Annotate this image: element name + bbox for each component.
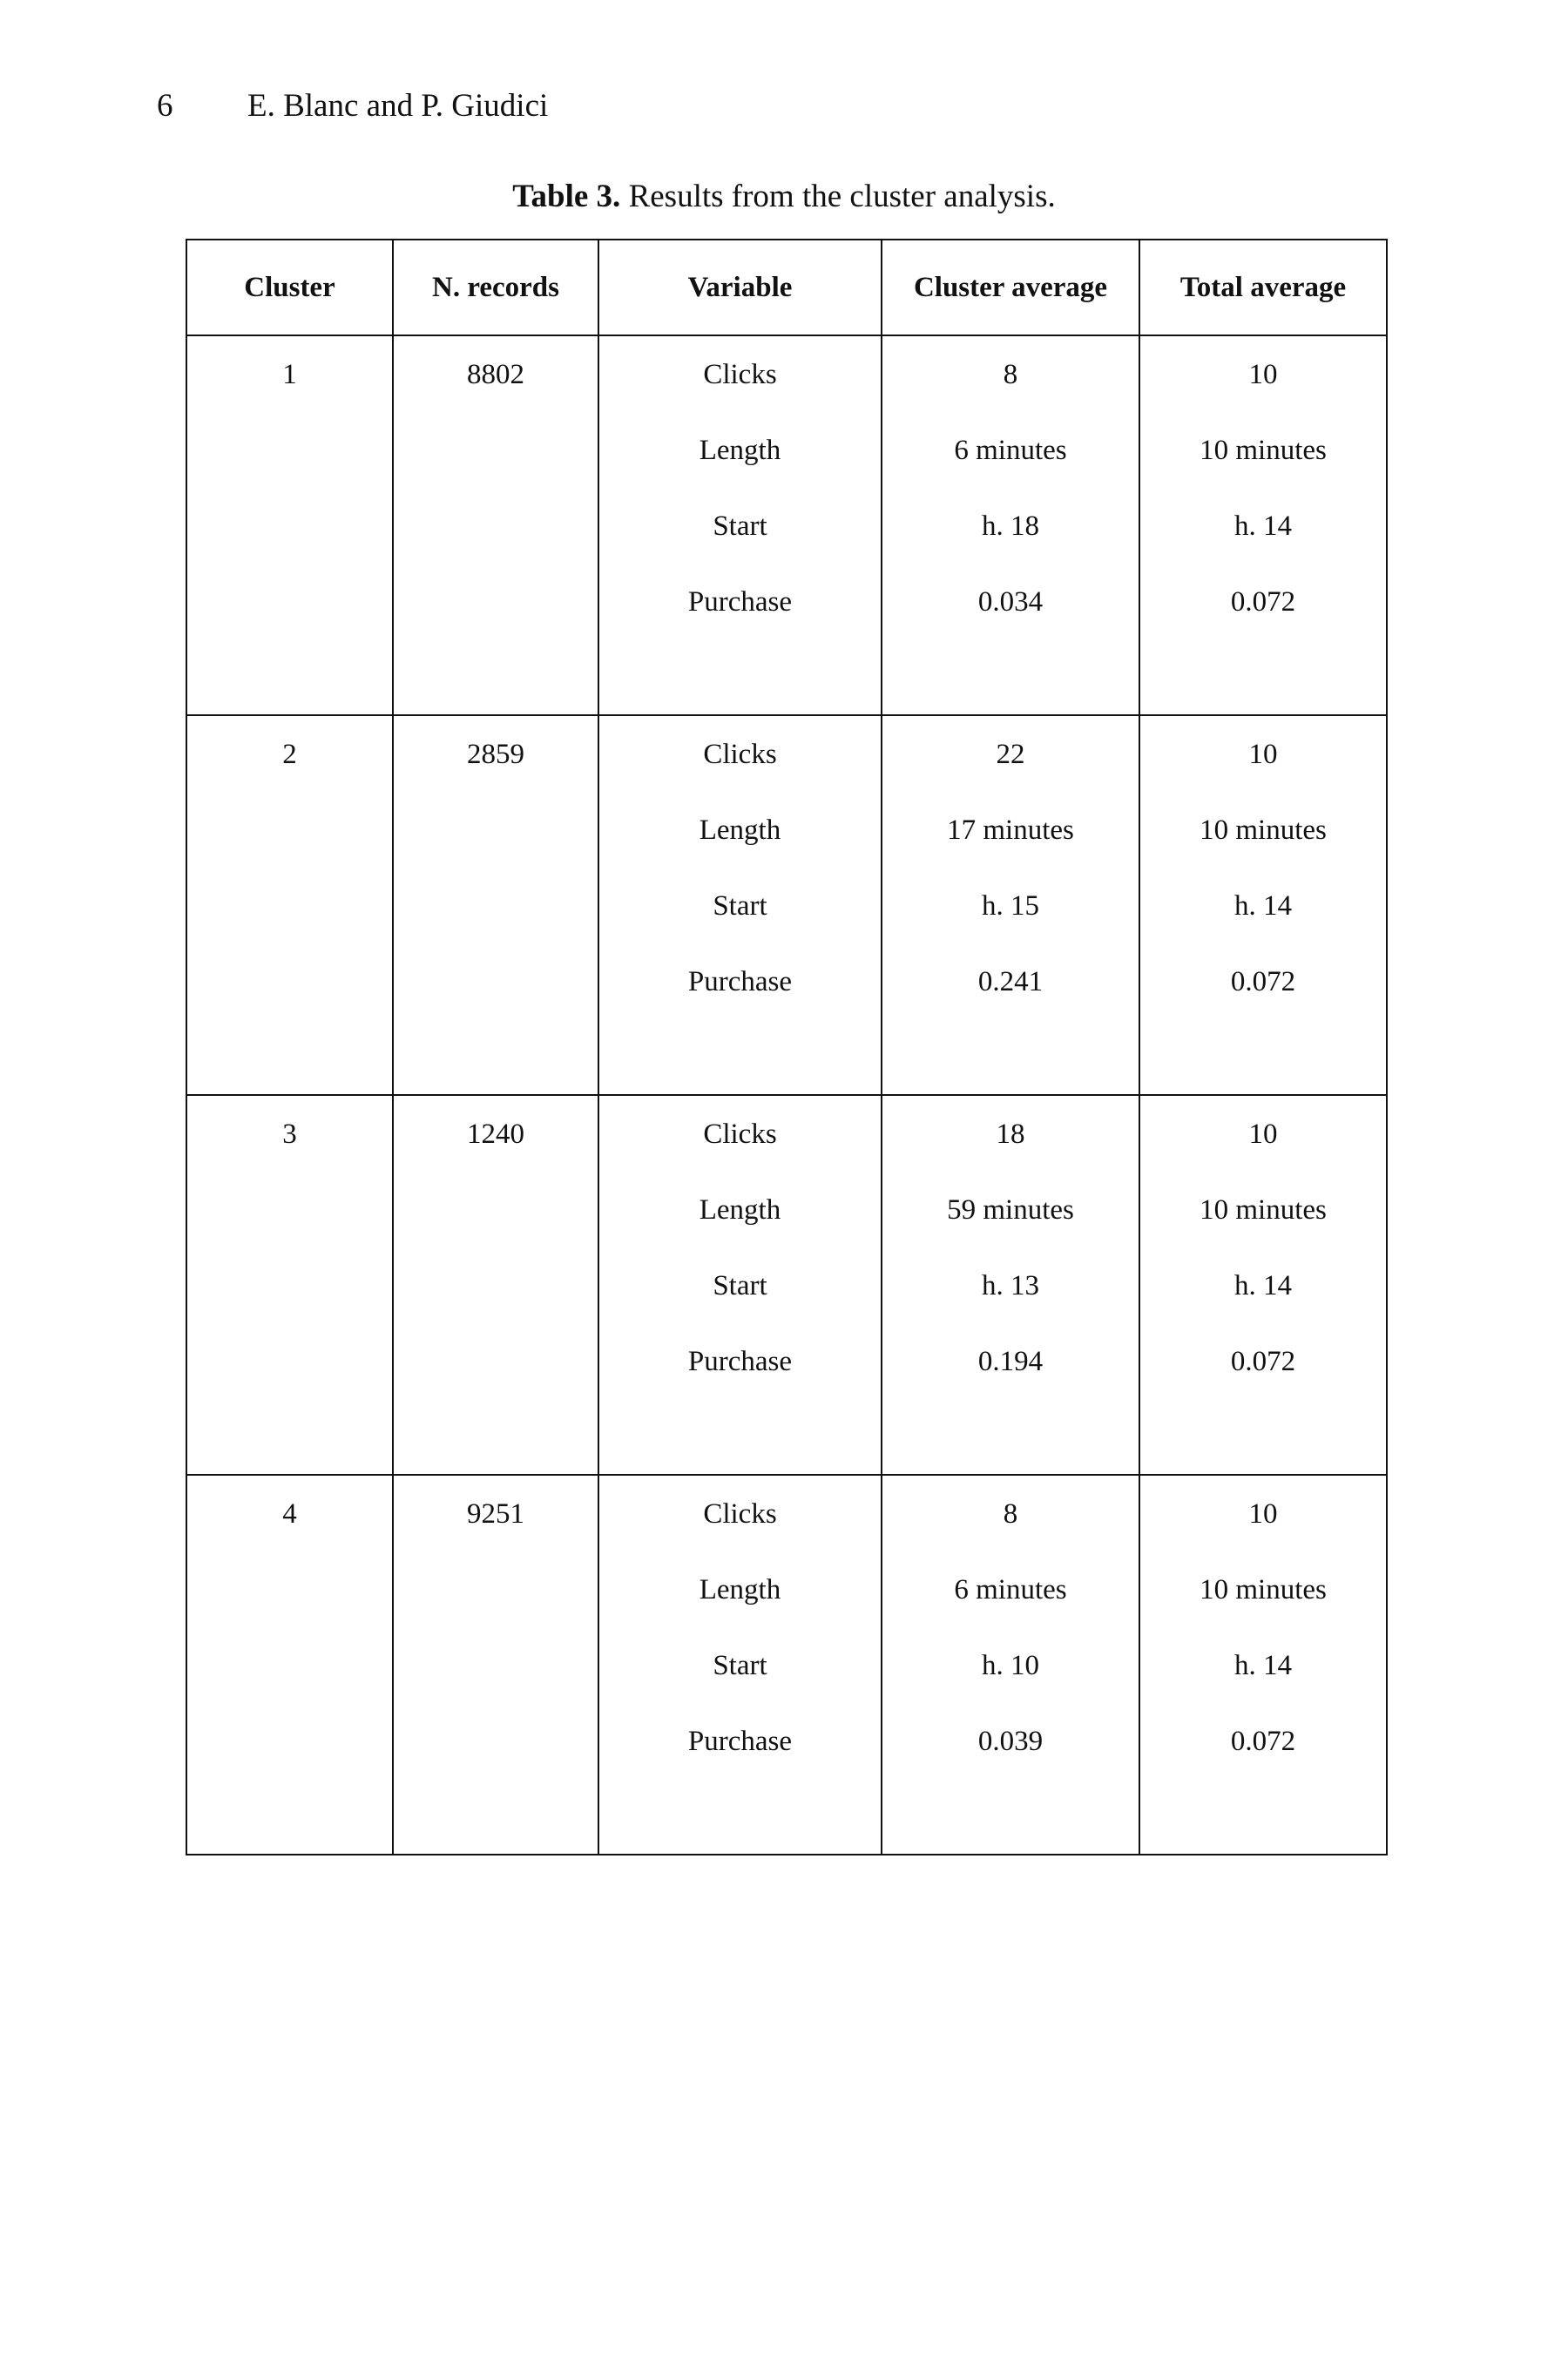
- variable-name: Clicks: [703, 359, 777, 390]
- cluster-average-value: 22: [996, 739, 1025, 770]
- record-count: 8802: [467, 359, 524, 390]
- column-header-variable: Variable: [598, 240, 882, 335]
- record-count: 2859: [467, 739, 524, 770]
- column-header-cluster-average: Cluster average: [882, 240, 1139, 335]
- total-average-value: 10: [1248, 1498, 1278, 1530]
- column-header-records: N. records: [393, 240, 598, 335]
- total-average-value: 0.072: [1230, 1346, 1296, 1377]
- cell-cluster-average: [882, 715, 1139, 1095]
- cluster-average-value: 0.194: [977, 1346, 1044, 1377]
- cluster-average-value: 0.034: [977, 586, 1044, 618]
- variable-name: Start: [713, 1270, 767, 1301]
- variable-name: Start: [713, 1650, 767, 1681]
- cell-cluster-average: [882, 1095, 1139, 1475]
- total-average-value: 10 minutes: [1200, 1574, 1327, 1605]
- cluster-average-value: h. 10: [982, 1650, 1039, 1681]
- variable-name: Length: [699, 1194, 781, 1226]
- variable-name: Purchase: [687, 586, 793, 618]
- total-average-value: 10: [1248, 739, 1278, 770]
- variable-name: Purchase: [687, 1726, 793, 1757]
- total-average-value: 0.072: [1230, 1726, 1296, 1757]
- cell-variables: [598, 335, 882, 715]
- cell-cluster: [186, 715, 393, 1095]
- cell-records: [393, 1095, 598, 1475]
- running-head: [157, 87, 548, 125]
- variable-name: Length: [699, 435, 781, 466]
- cluster-average-value: h. 15: [982, 890, 1039, 922]
- cell-total-average: [1139, 715, 1387, 1095]
- cluster-average-value: 0.039: [977, 1726, 1044, 1757]
- cell-total-average: [1139, 335, 1387, 715]
- cluster-average-value: 8: [1003, 359, 1018, 390]
- cell-records: [393, 335, 598, 715]
- cell-total-average: [1139, 1475, 1387, 1855]
- cell-cluster: [186, 1475, 393, 1855]
- table-caption-text: Results from the cluster analysis.: [628, 179, 1056, 214]
- variable-name: Purchase: [687, 1346, 793, 1377]
- variable-name: Start: [713, 510, 767, 542]
- cell-cluster-average: [882, 1475, 1139, 1855]
- total-average-value: h. 14: [1234, 1270, 1292, 1301]
- variable-name: Clicks: [703, 1119, 777, 1150]
- table-caption-label: Table 3.: [512, 179, 621, 214]
- table-row: [186, 1095, 1387, 1475]
- table-caption: [0, 178, 1568, 216]
- total-average-value: h. 14: [1234, 510, 1292, 542]
- cluster-average-value: 17 minutes: [947, 814, 1074, 846]
- cell-cluster: [186, 1095, 393, 1475]
- total-average-value: 0.072: [1230, 586, 1296, 618]
- cell-records: [393, 1475, 598, 1855]
- cluster-average-value: 6 minutes: [954, 1574, 1067, 1605]
- variable-name: Start: [713, 890, 767, 922]
- total-average-value: 10: [1248, 1119, 1278, 1150]
- total-average-value: 10 minutes: [1200, 814, 1327, 846]
- column-header-cluster: Cluster: [186, 240, 393, 335]
- cluster-average-value: 6 minutes: [954, 435, 1067, 466]
- total-average-value: h. 14: [1234, 1650, 1292, 1681]
- total-average-value: 10 minutes: [1200, 435, 1327, 466]
- cluster-average-value: 8: [1003, 1498, 1018, 1530]
- total-average-value: 10 minutes: [1200, 1194, 1327, 1226]
- table-header-row: [186, 240, 1387, 335]
- cell-records: [393, 715, 598, 1095]
- variable-name: Length: [699, 1574, 781, 1605]
- cluster-average-value: 59 minutes: [947, 1194, 1074, 1226]
- record-count: 1240: [467, 1119, 524, 1150]
- record-count: 9251: [467, 1498, 524, 1530]
- cluster-id: 4: [282, 1498, 297, 1530]
- table-row: [186, 335, 1387, 715]
- page-number: 6: [157, 88, 173, 124]
- variable-name: Clicks: [703, 1498, 777, 1530]
- cell-variables: [598, 1475, 882, 1855]
- variable-name: Clicks: [703, 739, 777, 770]
- table-row: [186, 715, 1387, 1095]
- cluster-id: 2: [282, 739, 297, 770]
- variable-name: Length: [699, 814, 781, 846]
- total-average-value: h. 14: [1234, 890, 1292, 922]
- column-header-total-average: Total average: [1139, 240, 1387, 335]
- cluster-average-value: h. 13: [982, 1270, 1039, 1301]
- cluster-id: 3: [282, 1119, 297, 1150]
- cluster-id: 1: [282, 359, 297, 390]
- cell-total-average: [1139, 1095, 1387, 1475]
- total-average-value: 10: [1248, 359, 1278, 390]
- cell-variables: [598, 1095, 882, 1475]
- variable-name: Purchase: [687, 966, 793, 997]
- cluster-average-value: 18: [996, 1119, 1025, 1150]
- cluster-average-value: 0.241: [977, 966, 1044, 997]
- cell-cluster-average: [882, 335, 1139, 715]
- total-average-value: 0.072: [1230, 966, 1296, 997]
- cell-cluster: [186, 335, 393, 715]
- running-head-authors: E. Blanc and P. Giudici: [247, 88, 549, 124]
- cell-variables: [598, 715, 882, 1095]
- cluster-average-value: h. 18: [982, 510, 1039, 542]
- results-table: [186, 239, 1388, 1855]
- table-row: [186, 1475, 1387, 1855]
